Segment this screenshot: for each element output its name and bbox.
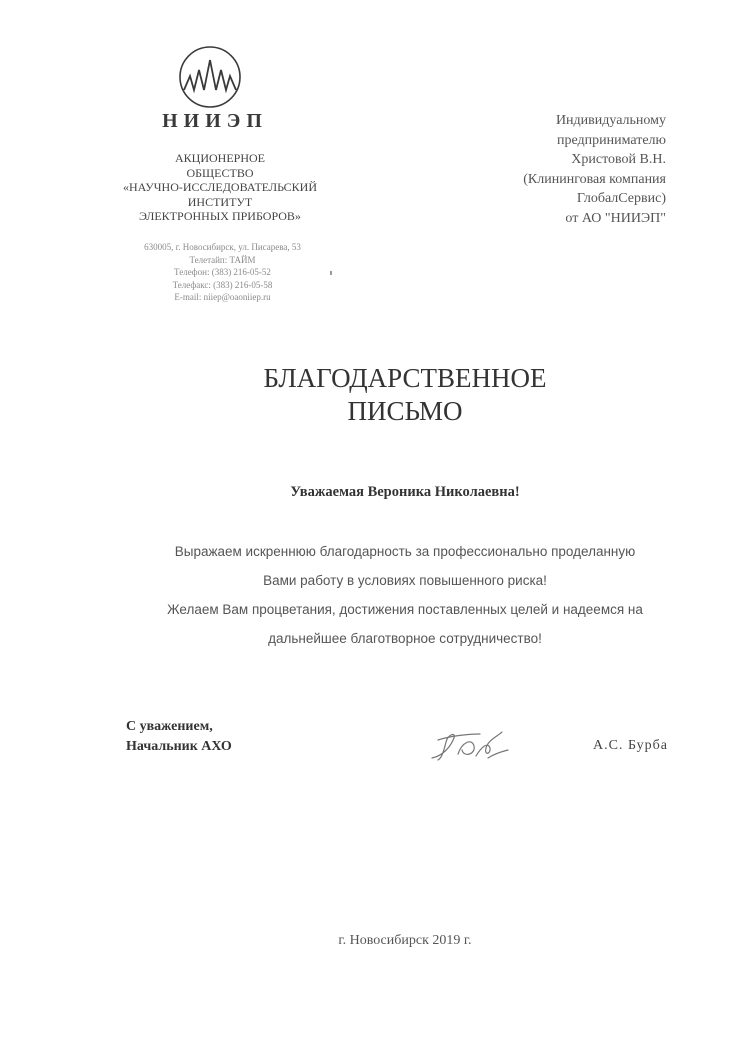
contact-address: 630005, г. Новосибирск, ул. Писарева, 53 bbox=[144, 242, 301, 252]
closing-position: Начальник АХО bbox=[126, 739, 232, 754]
body-paragraph-1 bbox=[120, 537, 690, 595]
body-line: дальнейшее благотворное сотрудничество! bbox=[268, 631, 542, 646]
closing-regards: С уважением, bbox=[126, 719, 213, 734]
contact-phone: Телефон: (383) 216-05-52 bbox=[174, 267, 271, 277]
place-and-year: г. Новосибирск 2019 г. bbox=[338, 933, 472, 948]
org-contacts bbox=[115, 241, 330, 304]
recipient-line: ГлобалСервис) bbox=[576, 191, 666, 207]
body-line: Вами работу в условиях повышенного риска! bbox=[263, 573, 547, 588]
recipient-line: Индивидуальному bbox=[555, 113, 666, 128]
recipient-line: от АО "НИИЭП" bbox=[565, 210, 666, 226]
niiep-logo bbox=[176, 46, 244, 108]
scan-mark bbox=[330, 271, 332, 275]
contact-email: E-mail: niiep@oaoniiep.ru bbox=[174, 292, 271, 302]
closing-block bbox=[126, 717, 232, 757]
title-line: БЛАГОДАРСТВЕННОЕ bbox=[263, 363, 547, 393]
org-full-line: АКЦИОНЕРНОЕ bbox=[175, 151, 265, 165]
title-line: ПИСЬМО bbox=[347, 396, 463, 426]
contact-fax: Телефакс: (383) 216-05-58 bbox=[172, 279, 273, 290]
handwritten-signature bbox=[428, 728, 512, 764]
signer-name: А.С. Бурба bbox=[593, 738, 668, 753]
document-title bbox=[150, 362, 660, 428]
recipient-block bbox=[470, 111, 666, 229]
org-full-name bbox=[95, 151, 345, 224]
org-full-line: «НАУЧНО-ИССЛЕДОВАТЕЛЬСКИЙ bbox=[122, 180, 318, 194]
recipient-line: (Клининговая компания bbox=[523, 171, 666, 187]
org-full-line: ЭЛЕКТРОННЫХ ПРИБОРОВ» bbox=[139, 209, 301, 223]
body-line: Желаем Вам процветания, достижения поставленных целей и надеемся на bbox=[167, 602, 643, 617]
body-paragraph-2 bbox=[120, 595, 690, 653]
recipient-line: предпринимателю bbox=[556, 132, 666, 148]
body-line: Выражаем искреннюю благодарность за профессионально проделанную bbox=[174, 544, 636, 559]
recipient-line: Христовой В.Н. bbox=[571, 152, 666, 168]
org-full-line: ОБЩЕСТВО bbox=[186, 165, 254, 180]
org-full-line: ИНСТИТУТ bbox=[187, 194, 253, 209]
org-short-name: НИИЭП bbox=[162, 110, 268, 132]
contact-teletype: Телетайп: ТАЙМ bbox=[189, 254, 256, 265]
greeting: Уважаемая Вероника Николаевна! bbox=[290, 484, 520, 500]
